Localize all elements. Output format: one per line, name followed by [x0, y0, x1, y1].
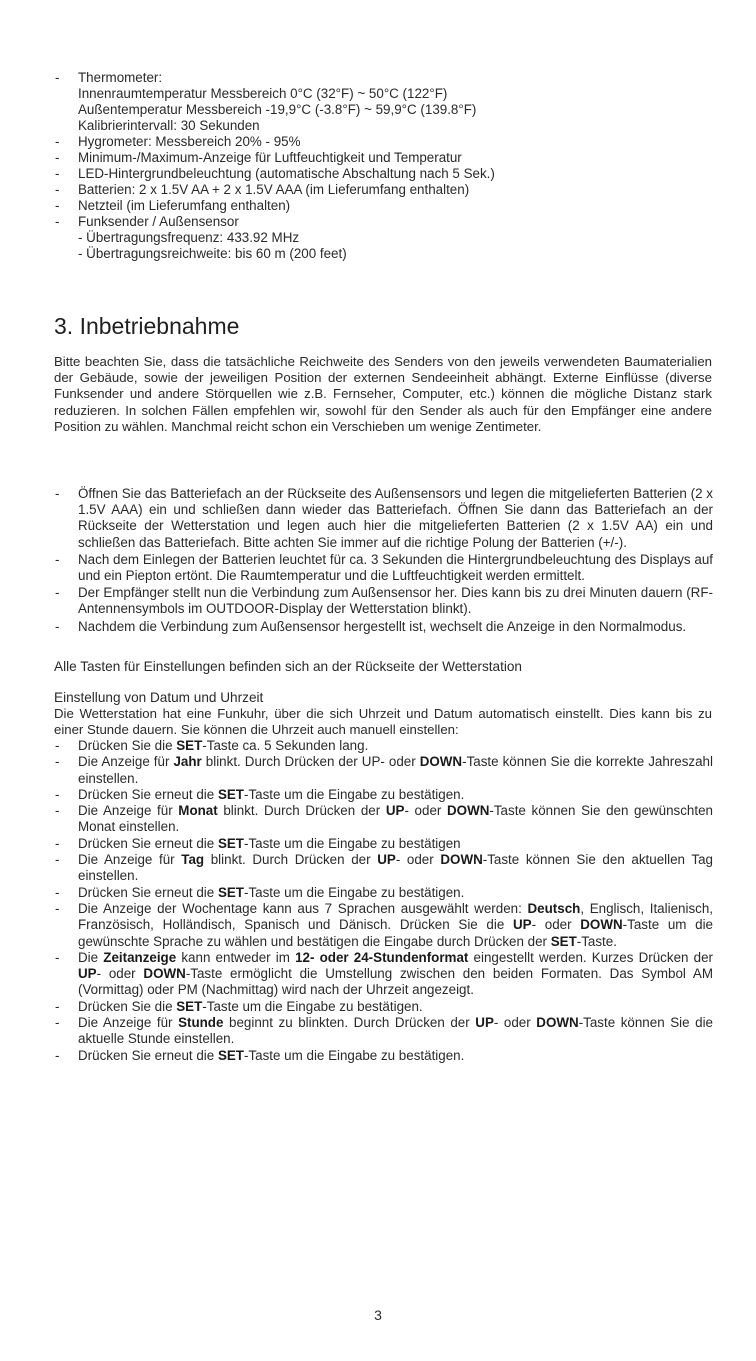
datetime-step [55, 1048, 713, 1064]
datetime-step [55, 754, 713, 787]
datetime-step [55, 836, 713, 852]
step-text: -Taste ermöglicht die Umstellung zwischen den beiden Formaten. Das Symbol AM (Vormittag) oder PM (Nachmittag) wird nach der Uhrzeit angezeigt. [78, 966, 713, 998]
specification-list [55, 70, 715, 262]
step-emphasis: UP [475, 1015, 494, 1031]
step-emphasis: SET [550, 933, 577, 949]
step-emphasis: DOWN [580, 917, 623, 933]
step-text: Die [78, 949, 104, 965]
step-text: -Taste können Sie den gewünschten Monat einstellen. [78, 803, 713, 835]
step-text: - oder [395, 852, 441, 868]
datetime-step [55, 787, 713, 803]
datetime-step [55, 885, 713, 901]
step-text: -Taste können Sie den aktuellen Tag einstellen. [78, 852, 713, 884]
step-emphasis: Zeitanzeige [103, 949, 177, 965]
step-text: Die Anzeige für [78, 803, 179, 819]
step-text: beginnt zu blinkten. Durch Drücken der [223, 1015, 476, 1031]
spec-item-hygrometer [55, 134, 715, 150]
step-emphasis: UP [78, 966, 97, 982]
datetime-heading: Einstellung von Datum und Uhrzeit [54, 690, 264, 705]
step-emphasis: DOWN [447, 803, 490, 819]
spec-line: - LED-Hintergrundbeleuchtung (automatische Abschaltung nach 5 Sek.) [78, 166, 495, 181]
step-emphasis: DOWN [440, 852, 483, 868]
step-text: eingestellt werden. Kurzes Drücken der [468, 949, 713, 965]
page-number: 3 [374, 1307, 382, 1323]
datetime-intro: Die Wetterstation hat eine Funkuhr, über die sich Uhrzeit und Datum automatisch einstellt. Dies kann bis zu einer Stunde dauern. Sie können die Uhrzeit auch manuell einstellen: [54, 706, 712, 738]
datetime-step [55, 738, 713, 754]
step-emphasis: SET [176, 738, 203, 753]
section-heading: 3. Inbetriebnahme [54, 313, 240, 339]
datetime-steps-list [55, 738, 713, 1064]
spec-item-batteries [55, 182, 715, 198]
spec-line: Außentemperatur Messbereich -19,9°C (-3.8°F) ~ 59,9°C (139.8°F) [78, 102, 477, 117]
keys-note: Alle Tasten für Einstellungen befinden sich an der Rückseite der Wetterstation [54, 659, 522, 674]
datetime-step [55, 803, 713, 836]
spec-subline: - Übertragungsreichweite: bis 60 m (200 feet) [78, 246, 347, 261]
step-emphasis: SET [217, 1047, 244, 1063]
step-emphasis: UP [513, 917, 532, 933]
spec-line: - Minimum-/Maximum-Anzeige für Luftfeuchtigkeit und Temperatur [78, 150, 462, 165]
step-emphasis: 12- oder 24-Stundenformat [295, 949, 469, 965]
step-text: blinkt. Durch Drücken der [217, 803, 386, 819]
setup-steps-list [55, 486, 713, 636]
step-emphasis: SET [217, 835, 244, 851]
setup-step: - Nach dem Einlegen der Batterien leuchtet für ca. 3 Sekunden die Hintergrundbeleuchtung des Displays auf und ein Piepton ertönt. Die Raumtemperatur und die Luftfeuchtigkeit werden ermittelt. [55, 552, 713, 584]
step-text: blinkt. Durch Drücken der [204, 852, 378, 868]
step-text: Drücken Sie erneut die [78, 1047, 218, 1063]
spec-line: - Thermometer: [78, 70, 163, 85]
step-emphasis: Stunde [178, 1015, 224, 1031]
step-text: Drücken Sie erneut die [78, 884, 218, 900]
step-text: -Taste können Sie die aktuelle Stunde einstellen. [78, 1015, 713, 1047]
step-text: Die Anzeige für [78, 852, 182, 868]
step-emphasis: UP [385, 803, 405, 819]
step-text: -Taste um die Eingabe zu bestätigen. [243, 786, 465, 802]
step-text: -Taste um die Eingabe zu bestätigen. [202, 998, 423, 1014]
step-text: kann entweder im [176, 949, 296, 965]
step-emphasis: Monat [178, 803, 218, 819]
step-emphasis: UP [377, 852, 396, 868]
spec-line: Innenraumtemperatur Messbereich 0°C (32°F) ~ 50°C (122°F) [78, 86, 448, 101]
step-text: -Taste um die Eingabe zu bestätigen. [243, 1047, 465, 1063]
spec-subline: - Übertragungsfrequenz: 433.92 MHz [78, 230, 300, 245]
step-text: Die Anzeige der Wochentage kann aus 7 Sprachen ausgewählt werden: [78, 900, 528, 916]
spec-item-min-max [55, 150, 715, 166]
step-text: blinkt. Durch Drücken der UP- oder [201, 754, 420, 770]
datetime-step [55, 852, 713, 885]
step-emphasis: SET [217, 786, 244, 802]
step-emphasis: Jahr [173, 754, 202, 770]
step-emphasis: SET [176, 998, 203, 1014]
step-text: Drücken Sie die [78, 738, 177, 753]
step-text: Drücken Sie erneut die [78, 835, 218, 851]
step-text: -Taste können Sie die korrekte Jahreszahl einstellen. [78, 754, 713, 786]
spec-item-thermometer [55, 70, 715, 134]
step-text: -Taste um die Eingabe zu bestätigen. [243, 884, 465, 900]
setup-step: - Nachdem die Verbindung zum Außensensor hergestellt ist, wechselt die Anzeige in den Normalmodus. [55, 619, 713, 635]
datetime-step [55, 901, 713, 950]
spec-line: Kalibrierintervall: 30 Sekunden [78, 118, 260, 133]
step-emphasis: DOWN [536, 1015, 579, 1031]
spec-item-power-adapter [55, 198, 715, 214]
step-emphasis: DOWN [419, 754, 463, 770]
intro-paragraph: Bitte beachten Sie, dass die tatsächliche Reichweite des Senders von den jeweils verwendeten Baumaterialien der Gebäude, sowie der jeweiligen Position der externen Sendeeinheit abhängt. Externe Einflüsse (diverse Funksender und andere Störquellen wie z.B. Fernseher, Computer, etc.) können die mögliche Distanz stark reduzieren. In solchen Fällen empfehlen wir, sowohl für den Sender als auch für den Empfänger eine andere Position zu wählen. Manchmal reicht schon ein Verschieben um wenige Zentimeter. [54, 354, 712, 434]
step-emphasis: Tag [181, 852, 205, 868]
step-text: -Taste ca. 5 Sekunden lang. [202, 738, 369, 753]
datetime-step [55, 950, 713, 999]
step-text: Die Anzeige für [78, 1015, 179, 1031]
step-text: -Taste um die gewünschte Sprache zu wählen und bestätigen die Eingabe durch Drücken der [78, 917, 713, 949]
step-text: Drücken Sie die [78, 998, 177, 1014]
datetime-step [55, 1015, 713, 1048]
datetime-step [55, 999, 713, 1015]
step-text: Drücken Sie erneut die [78, 786, 218, 802]
spec-line: - Netzteil (im Lieferumfang enthalten) [78, 198, 291, 213]
step-text: , Englisch, Italienisch, Französisch, Holländisch, Spanisch und Dänisch. Drücken Sie die [78, 900, 713, 933]
step-text: -Taste um die Eingabe zu bestätigen [243, 835, 461, 851]
step-text: - oder [404, 803, 447, 819]
spec-item-outdoor-sensor [55, 214, 715, 262]
step-text: Die Anzeige für [78, 754, 174, 770]
spec-item-backlight [55, 166, 715, 182]
step-emphasis: Deutsch [527, 900, 581, 916]
spec-line: - Hygrometer: Messbereich 20% - 95% [78, 134, 301, 149]
step-emphasis: SET [217, 884, 244, 900]
spec-line: - Funksender / Außensensor [78, 214, 239, 229]
step-emphasis: DOWN [143, 966, 186, 982]
setup-step: - Öffnen Sie das Batteriefach an der Rückseite des Außensensors und legen die mitgelieferten Batterien (2 x 1.5V AAA) ein und schließen dann wieder das Batteriefach. Öffnen Sie dann das Batteriefach an der Rückseite der Wetterstation und legen auch hier die mitgelieferten Batterien (2 x 1.5V AA) ein und schließen das Batteriefach. Bitte achten Sie immer auf die richtige Polung der Batterien (+/-). [55, 486, 713, 551]
step-text: - oder [493, 1015, 537, 1031]
step-text: - oder [531, 917, 581, 933]
setup-step: - Der Empfänger stellt nun die Verbindung zum Außensensor her. Dies kann bis zu drei Minuten dauern (RF-Antennensymbols im OUTDOOR-Display der Wetterstation blinkt). [55, 585, 713, 617]
step-text: - oder [96, 966, 144, 982]
step-text: -Taste. [576, 933, 617, 949]
spec-line: - Batterien: 2 x 1.5V AA + 2 x 1.5V AAA (im Lieferumfang enthalten) [78, 182, 470, 197]
